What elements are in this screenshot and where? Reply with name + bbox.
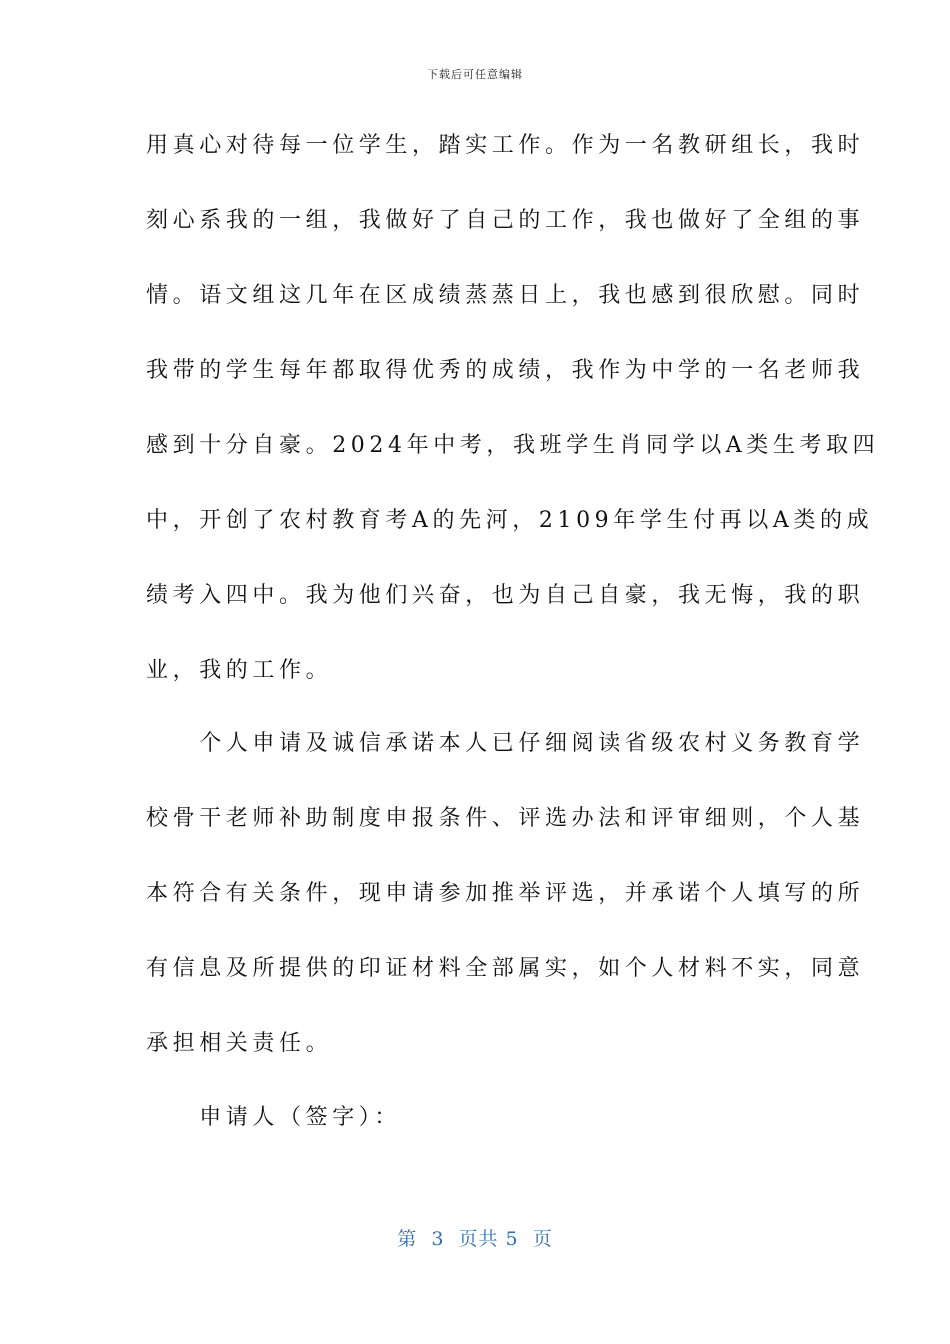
text-line: 绩考入四中。我为他们兴奋，也为自己自豪，我无悔，我的职 xyxy=(146,583,865,608)
text-line: 校骨干老师补助制度申报条件、评选办法和评审细则，个人基 xyxy=(146,806,865,831)
page-header: 下载后可任意编辑 xyxy=(427,68,523,81)
text-line: 情。语文组这几年在区成绩蒸蒸日上，我也感到很欣慰。同时 xyxy=(146,283,865,308)
text-line: 个人申请及诚信承诺本人已仔细阅读省级农村义务教育学 xyxy=(146,731,865,756)
signature-label: 申请人（签字）： xyxy=(146,1105,402,1130)
text-line: 业，我的工作。 xyxy=(146,658,333,683)
text-line: 我带的学生每年都取得优秀的成绩，我作为中学的一名老师我 xyxy=(146,358,865,383)
signature-line xyxy=(146,1080,794,1155)
text-line: 感到十分自豪。2024年中考，我班学生肖同学以A类生考取四 xyxy=(146,433,880,458)
text-line: 中，开创了农村教育考A的先河，2109年学生付再以A类的成 xyxy=(146,508,874,533)
text-line: 本符合有关条件，现申请参加推举评选，并承诺个人填写的所 xyxy=(146,881,865,906)
text-line: 用真心对待每一位学生，踏实工作。作为一名教研组长，我时 xyxy=(146,133,865,158)
paragraph-1 xyxy=(146,108,880,708)
text-line: 有信息及所提供的印证材料全部属实，如个人材料不实，同意 xyxy=(146,956,865,981)
text-line: 刻心系我的一组，我做好了自己的工作，我也做好了全组的事 xyxy=(146,208,865,233)
page-footer: 第 3 页共 5 页 xyxy=(397,1228,553,1250)
text-line: 承担相关责任。 xyxy=(146,1031,333,1056)
paragraph-2 xyxy=(146,706,865,1081)
